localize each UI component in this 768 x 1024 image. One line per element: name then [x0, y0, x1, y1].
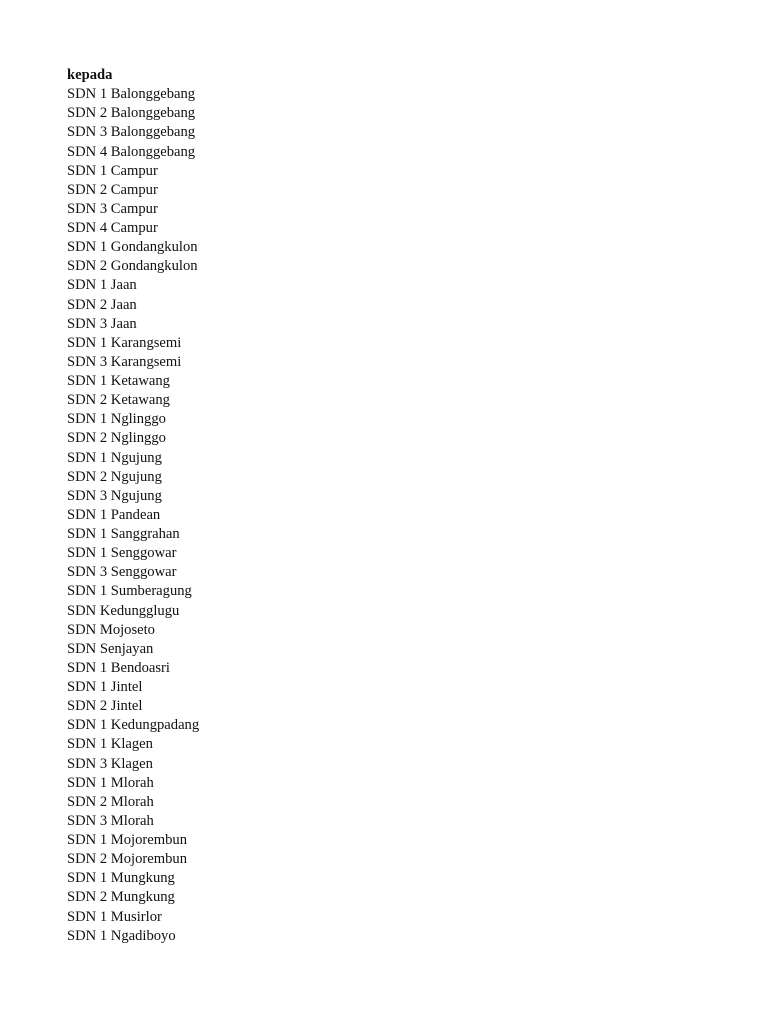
recipient-item: SDN 2 Ketawang	[67, 392, 170, 409]
recipient-item: SDN 2 Mungkung	[67, 889, 175, 906]
recipient-item: SDN 1 Ngadiboyo	[67, 927, 176, 944]
recipient-item: SDN 3 Senggowar	[67, 564, 177, 581]
recipient-item: SDN 1 Balonggebang	[67, 86, 196, 103]
recipient-item: SDN 1 Klagen	[67, 736, 153, 753]
recipient-item: SDN Kedungglugu	[67, 602, 180, 619]
recipient-list	[67, 85, 199, 946]
recipient-item: SDN 1 Jintel	[67, 679, 143, 695]
recipient-item: SDN 1 Pandean	[67, 506, 161, 523]
recipient-item: SDN 3 Karangsemi	[67, 353, 182, 370]
document-page	[67, 66, 199, 946]
recipient-item: SDN 2 Mlorah	[67, 793, 154, 810]
recipient-item: SDN 1 Kedungpadang	[67, 717, 200, 734]
recipient-item: SDN 2 Balonggebang	[67, 105, 196, 122]
recipient-item: SDN 1 Bendoasri	[67, 659, 170, 676]
recipient-item: SDN 3 Balonggebang	[67, 124, 196, 141]
recipient-item: SDN 1 Gondangkulon	[67, 239, 198, 256]
recipient-item: SDN 1 Sumberagung	[67, 583, 192, 600]
recipient-item: SDN 3 Mlorah	[67, 812, 154, 829]
recipient-item: SDN 3 Jaan	[67, 315, 137, 332]
recipient-item: SDN 1 Jaan	[67, 277, 137, 294]
recipient-heading: kepada	[67, 67, 113, 83]
recipient-item: SDN 1 Musirlor	[67, 908, 162, 925]
recipient-item: SDN 2 Gondangkulon	[67, 258, 198, 275]
recipient-item: SDN 1 Ngujung	[67, 449, 162, 466]
recipient-item: SDN 1 Mungkung	[67, 870, 175, 887]
recipient-item: SDN 1 Sanggrahan	[67, 526, 180, 542]
recipient-item: SDN 1 Mlorah	[67, 774, 154, 791]
recipient-item: SDN 3 Klagen	[67, 755, 153, 772]
recipient-item: SDN 3 Campur	[67, 200, 158, 217]
recipient-item: SDN 1 Karangsemi	[67, 334, 182, 351]
recipient-item: SDN 1 Senggowar	[67, 545, 177, 562]
recipient-item: SDN 1 Mojorembun	[67, 832, 187, 848]
recipient-item: SDN 2 Mojorembun	[67, 851, 187, 868]
recipient-item: SDN 3 Ngujung	[67, 487, 162, 504]
recipient-item: SDN 1 Ketawang	[67, 373, 170, 389]
recipient-item: SDN 2 Ngujung	[67, 468, 162, 485]
recipient-item: SDN 2 Campur	[67, 181, 158, 198]
recipient-item: SDN 2 Jaan	[67, 296, 137, 313]
recipient-item: SDN 2 Jintel	[67, 698, 143, 715]
recipient-item: SDN 1 Nglinggo	[67, 411, 166, 428]
recipient-item: SDN 4 Campur	[67, 220, 158, 236]
recipient-item: SDN Mojoseto	[67, 621, 155, 638]
recipient-item: SDN 2 Nglinggo	[67, 430, 166, 447]
recipient-item: SDN Senjayan	[67, 640, 154, 657]
recipient-item: SDN 1 Campur	[67, 162, 158, 179]
recipient-item: SDN 4 Balonggebang	[67, 143, 196, 160]
